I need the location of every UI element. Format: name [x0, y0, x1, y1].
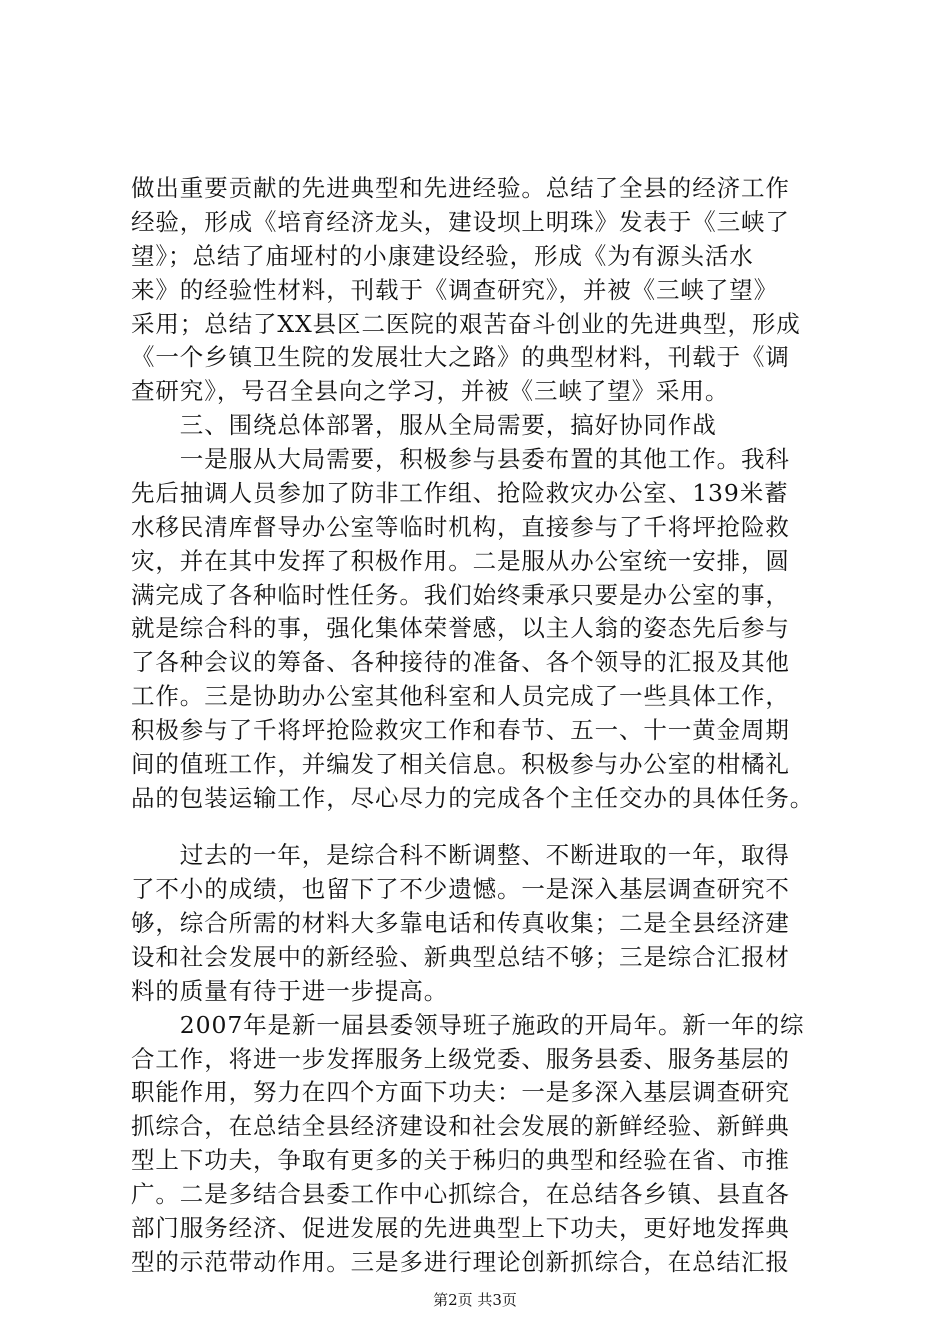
text-line: 来》的经验性材料，刊载于《调查研究》，并被《三峡了望》	[131, 276, 779, 304]
section-heading: 三、围绕总体部署，服从全局需要，搞好协同作战	[131, 411, 717, 439]
text-line: 了各种会议的筹备、各种接待的准备、各个领导的汇报及其他	[131, 648, 790, 676]
text-line: 2007年是新一届县委领导班子施政的开局年。新一年的综	[131, 1011, 805, 1039]
text-line: 经验，形成《培育经济龙头，建设坝上明珠》发表于《三峡了	[131, 208, 790, 236]
text-line: 广。二是多结合县委工作中心抓综合，在总结各乡镇、县直各	[131, 1180, 790, 1208]
text-line: 采用；总结了XX县区二医院的艰苦奋斗创业的先进典型，形成	[131, 310, 801, 338]
text-line: 水移民清库督导办公室等临时机构，直接参与了千将坪抢险救	[131, 513, 790, 541]
text-line: 料的质量有待于进一步提高。	[131, 977, 449, 1005]
text-line: 了不小的成绩，也留下了不少遗憾。一是深入基层调查研究不	[131, 875, 790, 903]
text-line: 工作。三是协助办公室其他科室和人员完成了一些具体工作，	[131, 682, 790, 710]
page-number-footer: 第2页 共3页	[433, 1291, 517, 1309]
text-line: 够，综合所需的材料大多靠电话和传真收集；二是全县经济建	[131, 909, 790, 937]
text-line: 品的包装运输工作，尽心尽力的完成各个主任交办的具体任务。	[131, 784, 815, 812]
text-line: 先后抽调人员参加了防非工作组、抢险救灾办公室、139米蓄	[131, 479, 789, 507]
text-line: 一是服从大局需要，积极参与县委布置的其他工作。我科	[131, 445, 790, 473]
text-line: 职能作用，努力在四个方面下功夫：一是多深入基层调查研究	[131, 1078, 790, 1106]
text-line: 做出重要贡献的先进典型和先进经验。总结了全县的经济工作	[131, 174, 790, 202]
text-line: 部门服务经济、促进发展的先进典型上下功夫，更好地发挥典	[131, 1214, 790, 1242]
text-line: 合工作，将进一步发挥服务上级党委、服务县委、服务基层的	[131, 1045, 790, 1073]
text-line: 积极参与了千将坪抢险救灾工作和春节、五一、十一黄金周期	[131, 716, 790, 744]
text-line: 设和社会发展中的新经验、新典型总结不够；三是综合汇报材	[131, 943, 790, 971]
text-line: 过去的一年，是综合科不断调整、不断进取的一年，取得	[131, 841, 790, 869]
text-line: 型的示范带动作用。三是多进行理论创新抓综合，在总结汇报	[131, 1248, 790, 1276]
text-line: 满完成了各种临时性任务。我们始终秉承只要是办公室的事，	[131, 581, 790, 609]
text-line: 抓综合，在总结全县经济建设和社会发展的新鲜经验、新鲜典	[131, 1112, 790, 1140]
text-line: 《一个乡镇卫生院的发展壮大之路》的典型材料，刊载于《调	[131, 343, 790, 371]
text-line: 望》；总结了庙垭村的小康建设经验，形成《为有源头活水	[131, 242, 754, 270]
text-line: 间的值班工作，并编发了相关信息。积极参与办公室的柑橘礼	[131, 750, 790, 778]
text-line: 灾，并在其中发挥了积极作用。二是服从办公室统一安排，圆	[131, 547, 790, 575]
text-line: 查研究》，号召全县向之学习，并被《三峡了望》采用。	[131, 377, 730, 405]
text-line: 型上下功夫，争取有更多的关于秭归的典型和经验在省、市推	[131, 1146, 790, 1174]
text-line: 就是综合科的事，强化集体荣誉感，以主人翁的姿态先后参与	[131, 614, 790, 642]
